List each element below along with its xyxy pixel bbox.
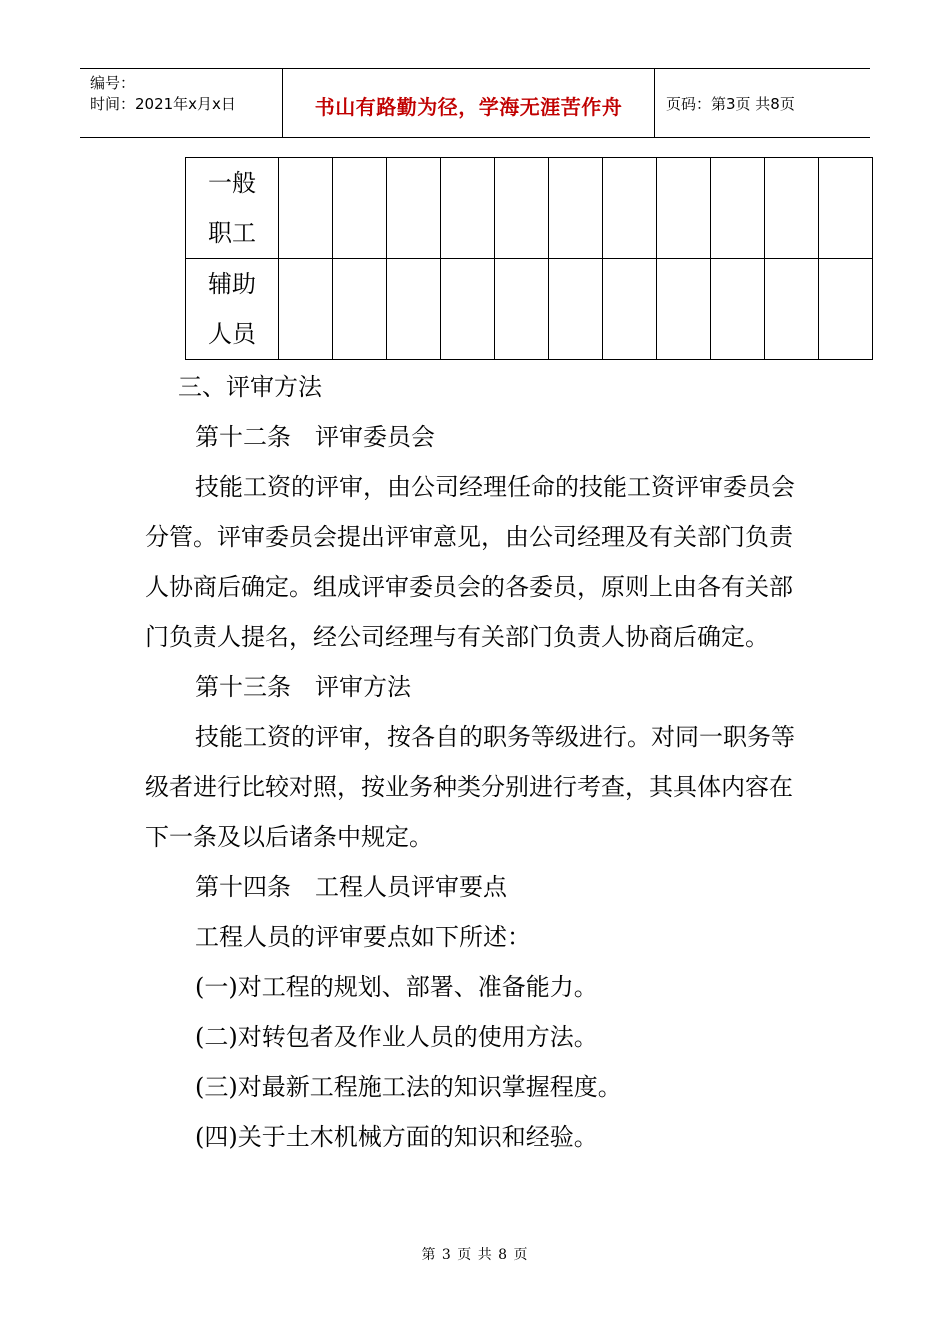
- row-label-line: 人员: [208, 320, 256, 348]
- header-meta: [90, 73, 236, 115]
- table-cell: [279, 259, 333, 360]
- list-item: (一)对工程的规划、部署、准备能力。: [195, 973, 598, 1001]
- table-cell: [387, 259, 441, 360]
- section-heading: 三、评审方法: [178, 373, 322, 401]
- article-intro: 工程人员的评审要点如下所述：: [195, 923, 531, 951]
- table-cell: [333, 158, 387, 259]
- table-cell: [657, 158, 711, 259]
- table-cell: [549, 158, 603, 259]
- article-title: 第十四条 工程人员评审要点: [195, 873, 507, 901]
- table-cell: [495, 259, 549, 360]
- table-cell: [765, 158, 819, 259]
- number-label: 编号：: [90, 74, 136, 92]
- list-item: (二)对转包者及作业人员的使用方法。: [195, 1023, 598, 1051]
- article-title: 第十三条 评审方法: [195, 673, 411, 701]
- table-cell: [441, 259, 495, 360]
- time-label: 时间：2021年x月x日: [90, 95, 236, 113]
- document-body: [145, 362, 795, 1162]
- table-row: [186, 259, 873, 360]
- list-item: (三)对最新工程施工法的知识掌握程度。: [195, 1073, 622, 1101]
- header-motto: 书山有路勤为径，学海无涯苦作舟: [314, 95, 623, 119]
- article-paragraph: 技能工资的评审，由公司经理任命的技能工资评审委员会分管。评审委员会提出评审意见，由公司经理及有关部门负责人协商后确定。组成评审委员会的各委员，原则上由各有关部门负责人提名，经公司经理与有关部门负责人协商后确定。: [145, 473, 795, 651]
- row-label: [186, 259, 279, 360]
- table-cell: [819, 158, 873, 259]
- table-cell: [333, 259, 387, 360]
- grade-table: [185, 157, 873, 360]
- table-cell: [603, 259, 657, 360]
- table-cell: [657, 259, 711, 360]
- row-label-line: 辅助: [208, 270, 256, 298]
- list-item: (四)关于土木机械方面的知识和经验。: [195, 1123, 598, 1151]
- row-label-line: 一般: [208, 169, 256, 197]
- row-label-line: 职工: [208, 219, 256, 247]
- table-cell: [441, 158, 495, 259]
- table-row: [186, 158, 873, 259]
- table-cell: [387, 158, 441, 259]
- page-header: [80, 68, 870, 138]
- table-cell: [765, 259, 819, 360]
- table-cell: [603, 158, 657, 259]
- row-label: [186, 158, 279, 259]
- article-paragraph: 技能工资的评审，按各自的职务等级进行。对同一职务等级者进行比较对照，按业务种类分别进行考查，其具体内容在下一条及以后诸条中规定。: [145, 723, 795, 851]
- table-cell: [549, 259, 603, 360]
- article-title: 第十二条 评审委员会: [195, 423, 435, 451]
- table-cell: [711, 158, 765, 259]
- header-page-info: 页码：第3页 共8页: [666, 95, 795, 113]
- table-cell: [279, 158, 333, 259]
- header-divider: [654, 69, 655, 137]
- table-cell: [819, 259, 873, 360]
- table-cell: [711, 259, 765, 360]
- table-cell: [495, 158, 549, 259]
- page-footer: 第 3 页 共 8 页: [421, 1247, 529, 1263]
